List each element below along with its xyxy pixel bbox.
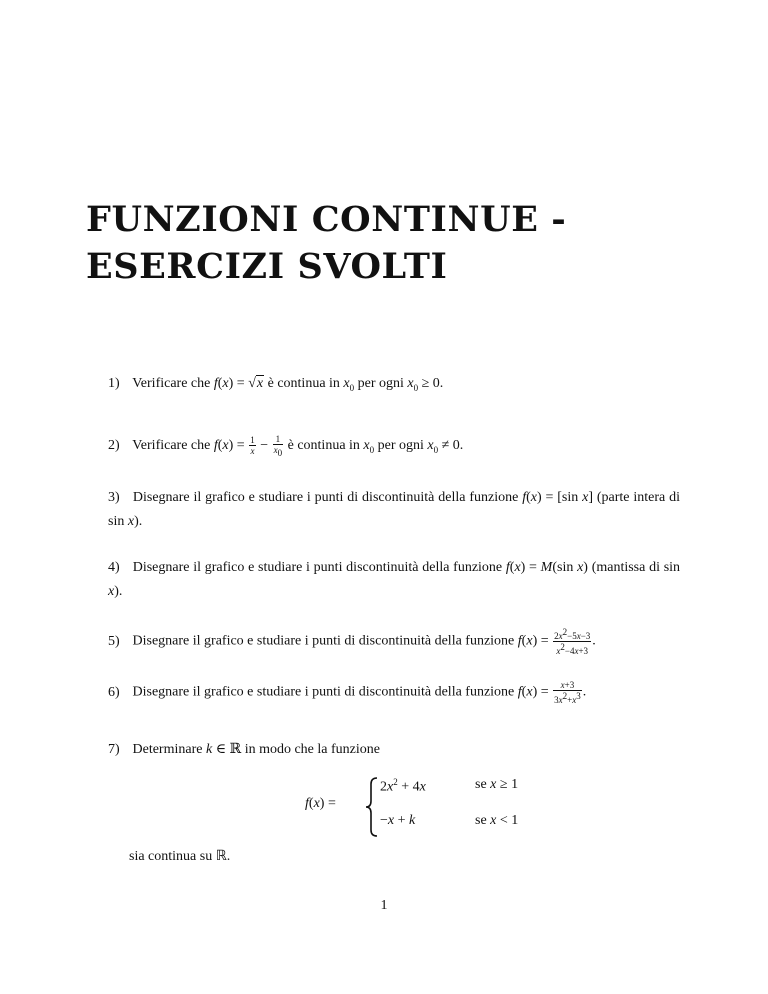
fraction: $\frac{1}{x_0}$ (273, 434, 283, 458)
exercise-text: è continua in (287, 438, 360, 454)
exercise-text: in modo che la funzione (244, 742, 380, 757)
exercise-number: 1) (108, 376, 120, 391)
fraction: $\frac{2x^2-5x-3}{x^2-4x+3}$ (554, 627, 591, 656)
exercise-text: (parte intera di (596, 490, 681, 505)
exercise-text: per ogni (377, 438, 424, 454)
exercise-7-conclusion: sia continua su ℝ. (129, 849, 231, 864)
exercise-text: Disegnare il grafico e studiare i punti discontinuità della funzione (132, 560, 503, 575)
fraction: $\frac{x+3}{3x^2+x^3}$ (554, 680, 581, 705)
left-brace-icon (364, 777, 380, 837)
page-number: 1 (380, 898, 388, 913)
exercise-number: 4) (108, 560, 120, 575)
exercise-6: 6) Disegnare il grafico e studiare i punti di discontinuità della funzione f(x) = $\frac{x+3}{3x^2+x^3}$ . (108, 680, 587, 705)
exercise-number: 6) (108, 684, 120, 700)
page-title: FUNZIONI CONTINUE - ESERCIZI SVOLTI (86, 199, 567, 287)
exercise-text: Disegnare il grafico e studiare i punti di discontinuità della funzione (132, 684, 515, 700)
exercise-text: Determinare (132, 742, 203, 757)
exercise-text: è continua in (267, 376, 340, 391)
exercise-4: 4) Disegnare il grafico e studiare i punti discontinuità della funzione f(x) = M(sin x) (mantissa di sin x). (108, 556, 680, 604)
exercise-text: (mantissa di (591, 560, 660, 575)
exercise-number: 7) (108, 742, 120, 757)
exercise-text: Verificare che (132, 376, 211, 391)
exercise-text: ). (134, 514, 143, 529)
exercise-3: 3) Disegnare il grafico e studiare i punti di discontinuità della funzione f(x) = [sin x] (parte intera di sin x). (108, 486, 680, 534)
exercise-number: 5) (108, 633, 120, 649)
exercise-text: Disegnare il grafico e studiare i punti di discontinuità della funzione (132, 490, 519, 505)
case-condition: se (475, 777, 487, 792)
exercise-text: Verificare che (132, 438, 211, 454)
case-condition: se (475, 813, 487, 828)
piecewise-function: f(x) = $2x^2 + 4x$ se x ≥ 1 −x + k se x < 1 (305, 777, 565, 835)
exercise-7: 7) Determinare k ∈ ℝ in modo che la funzione (108, 738, 680, 762)
exercise-2: 2) Verificare che f(x) = $\frac{1}{x}$ − $\frac{1}{x_0}$ è continua in $x_0$ per ogni $x_0 \ne 0$. (108, 434, 464, 458)
exercise-text: sia continua su (129, 849, 213, 864)
fraction: $\frac{1}{x}$ (250, 435, 255, 457)
exercise-text: Disegnare il grafico e studiare i punti di discontinuità della funzione (132, 633, 515, 649)
exercise-5: 5) Disegnare il grafico e studiare i punti di discontinuità della funzione f(x) = $\frac{2x^2-5x-3}{x^2-4x+3}$ . (108, 627, 596, 656)
exercise-1: 1) Verificare che f(x) = √x è continua in $x_0$ per ogni $x_0 \ge 0$. (108, 372, 680, 400)
exercise-text: per ogni (357, 376, 404, 391)
exercise-number: 3) (108, 490, 120, 505)
sqrt-symbol: √x (248, 376, 264, 391)
exercise-text: ). (114, 584, 123, 599)
exercise-number: 2) (108, 438, 120, 454)
